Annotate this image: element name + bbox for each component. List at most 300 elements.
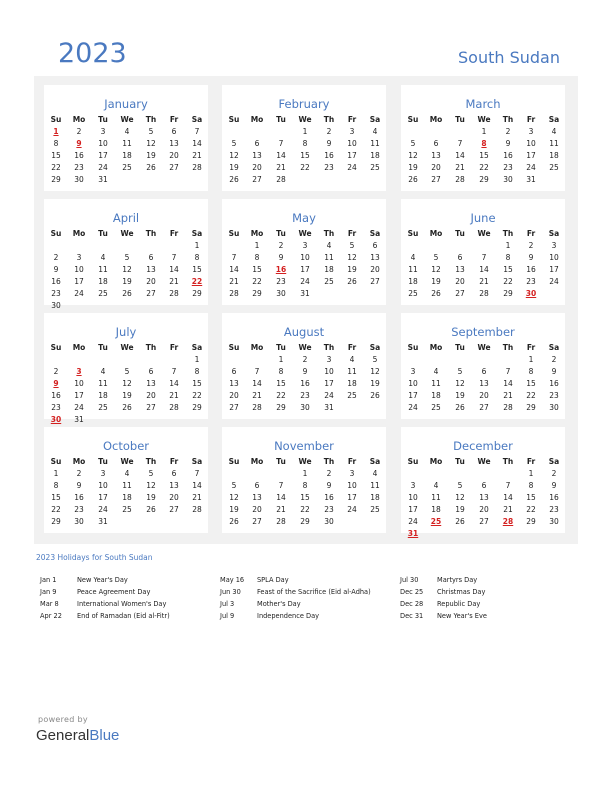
calendar-day: 17	[347, 493, 357, 502]
calendar-day: 2	[551, 469, 557, 478]
calendar-day: 14	[192, 139, 202, 148]
holiday-date-label: Jun 30	[220, 588, 241, 596]
calendar-day: 30	[74, 175, 84, 184]
calendar-day: 4	[410, 253, 416, 262]
calendar-day: 9	[76, 481, 82, 490]
calendar-day: 3	[100, 127, 106, 136]
calendar-day: 7	[194, 127, 200, 136]
calendar-day: 13	[252, 151, 262, 160]
calendar-day: 4	[372, 127, 378, 136]
calendar-day: 10	[408, 379, 418, 388]
calendar-day: 15	[276, 379, 286, 388]
calendar-day: 3	[302, 241, 308, 250]
calendar-day: 18	[98, 391, 108, 400]
calendar-day: 31	[526, 175, 536, 184]
calendar-day: 2	[76, 469, 82, 478]
calendar-day: 22	[51, 163, 61, 172]
calendar-day: 27	[169, 505, 179, 514]
weekday-header: Su	[407, 229, 419, 238]
calendar-day: 14	[169, 379, 179, 388]
calendar-day: 12	[455, 493, 465, 502]
calendar-day: 30	[549, 403, 559, 412]
calendar-day: 4	[326, 241, 332, 250]
calendar-day: 21	[503, 505, 513, 514]
calendar-day: 3	[410, 367, 416, 376]
weekday-header: Tu	[276, 343, 286, 352]
weekday-header: Sa	[369, 115, 381, 124]
month-name: May	[292, 211, 316, 225]
calendar-day: 25	[98, 289, 108, 298]
calendar-day: 8	[53, 481, 59, 490]
calendar-day: 16	[324, 493, 334, 502]
calendar-day: 29	[192, 403, 202, 412]
calendar-day: 6	[171, 127, 177, 136]
calendar-day: 21	[503, 391, 513, 400]
calendar-day: 28	[276, 175, 286, 184]
month-march	[401, 85, 565, 191]
weekday-header: Th	[145, 343, 157, 352]
weekday-header: Fr	[169, 229, 179, 238]
calendar-day: 12	[370, 367, 380, 376]
calendar-day: 30	[549, 517, 559, 526]
weekday-header: Sa	[191, 229, 203, 238]
weekday-header: Su	[228, 115, 240, 124]
calendar-day: 13	[455, 265, 465, 274]
month-september	[401, 313, 565, 419]
calendar-day: 11	[431, 493, 441, 502]
weekday-header: Mo	[250, 229, 264, 238]
holiday-name: Independence Day	[257, 612, 320, 620]
calendar-day: 15	[300, 151, 310, 160]
calendar-day: 1	[194, 241, 200, 250]
calendar-day: 24	[347, 163, 357, 172]
holiday-date: 8	[481, 139, 487, 148]
holiday-date: 31	[407, 529, 419, 538]
calendar-day: 28	[169, 403, 179, 412]
calendar-day: 26	[370, 391, 380, 400]
holiday-name: Mother's Day	[257, 600, 301, 608]
calendar-day: 1	[53, 469, 59, 478]
calendar-day: 15	[192, 265, 202, 274]
calendar-day: 16	[51, 277, 61, 286]
calendar-day: 7	[505, 367, 511, 376]
calendar-day: 6	[254, 481, 260, 490]
calendar-day: 18	[408, 277, 418, 286]
calendar-day: 27	[431, 175, 441, 184]
calendar-day: 15	[300, 493, 310, 502]
month-october	[44, 427, 208, 533]
calendar-day: 9	[53, 265, 59, 274]
calendar-day: 20	[431, 163, 441, 172]
calendar-day: 11	[431, 379, 441, 388]
holiday-date-label: Dec 25	[400, 588, 424, 596]
calendar-day: 16	[51, 391, 61, 400]
calendar-day: 26	[229, 517, 239, 526]
holiday-date-label: Jul 3	[220, 600, 235, 608]
calendar-day: 13	[169, 139, 179, 148]
weekday-header: Th	[502, 343, 514, 352]
calendar-day: 29	[252, 289, 262, 298]
calendar-day: 3	[76, 253, 82, 262]
calendar-day: 11	[370, 139, 380, 148]
calendar-day: 1	[528, 469, 534, 478]
calendar-day: 15	[526, 379, 536, 388]
calendar-day: 27	[146, 403, 156, 412]
calendar-day: 14	[276, 493, 286, 502]
calendar-day: 24	[526, 163, 536, 172]
calendar-day: 24	[347, 505, 357, 514]
month-name: March	[465, 97, 501, 111]
month-name: April	[112, 211, 140, 225]
calendar-day: 2	[53, 367, 59, 376]
calendar-day: 19	[431, 277, 441, 286]
calendar-day: 27	[229, 403, 239, 412]
calendar-day: 13	[431, 151, 441, 160]
calendar-day: 9	[551, 481, 557, 490]
calendar-day: 20	[455, 277, 465, 286]
calendar-day: 19	[229, 163, 239, 172]
calendar-day: 6	[171, 469, 177, 478]
calendar-day: 24	[549, 277, 559, 286]
calendar-day: 29	[479, 175, 489, 184]
calendar-day: 3	[349, 469, 355, 478]
calendar-day: 9	[528, 253, 534, 262]
calendar-day: 18	[122, 151, 132, 160]
calendar-day: 30	[276, 289, 286, 298]
calendar-day: 12	[229, 151, 239, 160]
calendar-day: 25	[122, 505, 132, 514]
month-name: November	[274, 439, 334, 453]
holiday-name: Feast of the Sacrifice (Eid al-Adha)	[257, 588, 371, 596]
calendar-day: 5	[457, 481, 463, 490]
calendar-day: 2	[326, 127, 332, 136]
holiday-name: International Women's Day	[77, 600, 167, 608]
calendar-day: 25	[431, 403, 441, 412]
weekday-header: Mo	[72, 115, 86, 124]
calendar-day: 28	[503, 403, 513, 412]
calendar-day: 10	[98, 139, 108, 148]
calendar-day: 7	[278, 481, 284, 490]
calendar-day: 8	[528, 367, 534, 376]
holiday-name: New Year's Eve	[437, 612, 487, 620]
weekday-header: Mo	[250, 115, 264, 124]
weekday-header: Fr	[526, 115, 536, 124]
calendar-day: 6	[372, 241, 378, 250]
calendar-day: 19	[122, 277, 132, 286]
calendar-day: 21	[192, 493, 202, 502]
weekday-header: Th	[502, 115, 514, 124]
calendar-day: 3	[349, 127, 355, 136]
calendar-day: 5	[148, 469, 154, 478]
weekday-header: We	[298, 115, 312, 124]
calendar-day: 6	[481, 481, 487, 490]
calendar-day: 24	[98, 163, 108, 172]
calendar-day: 4	[100, 253, 106, 262]
weekday-header: Sa	[548, 343, 560, 352]
holiday-name: Christmas Day	[437, 588, 486, 596]
weekday-header: We	[477, 115, 491, 124]
calendar-day: 17	[74, 391, 84, 400]
calendar-day: 29	[526, 517, 536, 526]
calendar-day: 3	[528, 127, 534, 136]
calendar-day: 1	[528, 355, 534, 364]
calendar-day: 8	[278, 367, 284, 376]
calendar-day: 22	[479, 163, 489, 172]
calendar-day: 16	[549, 379, 559, 388]
calendar-day: 1	[505, 241, 511, 250]
calendar-day: 23	[51, 403, 61, 412]
calendar-day: 14	[503, 379, 513, 388]
holiday-name: Martyrs Day	[437, 576, 478, 584]
weekday-header: Fr	[347, 457, 357, 466]
calendar-day: 17	[74, 277, 84, 286]
calendar-day: 6	[254, 139, 260, 148]
weekday-header: Fr	[347, 115, 357, 124]
calendar-day: 17	[408, 391, 418, 400]
holidays-heading: 2023 Holidays for South Sudan	[36, 553, 153, 562]
calendar-day: 30	[300, 403, 310, 412]
weekday-header: Sa	[191, 115, 203, 124]
calendar-day: 26	[408, 175, 418, 184]
weekday-header: Tu	[455, 229, 465, 238]
generalblue-logo	[36, 727, 119, 744]
calendar-day: 11	[122, 139, 132, 148]
calendar-day: 26	[455, 403, 465, 412]
calendar-day: 14	[276, 151, 286, 160]
calendar-day: 10	[347, 139, 357, 148]
calendar-day: 6	[433, 139, 439, 148]
weekday-header: Mo	[72, 229, 86, 238]
holiday-date: 30	[50, 415, 62, 424]
calendar-day: 28	[229, 289, 239, 298]
calendar-day: 27	[455, 289, 465, 298]
weekday-header: Mo	[250, 457, 264, 466]
calendar-day: 21	[455, 163, 465, 172]
weekday-header: Su	[228, 229, 240, 238]
weekday-header: Tu	[455, 115, 465, 124]
calendar-day: 29	[526, 403, 536, 412]
calendar-day: 19	[146, 151, 156, 160]
calendar-day: 16	[74, 151, 84, 160]
holiday-date-label: Jul 9	[220, 612, 235, 620]
month-august	[222, 313, 386, 419]
calendar-day: 13	[479, 379, 489, 388]
calendar-day: 5	[124, 253, 130, 262]
calendar-day: 17	[300, 265, 310, 274]
calendar-day: 14	[252, 379, 262, 388]
calendar-day: 12	[122, 379, 132, 388]
calendar-day: 27	[479, 517, 489, 526]
calendar-day: 12	[122, 265, 132, 274]
calendar-day: 18	[122, 493, 132, 502]
calendar-day: 16	[74, 493, 84, 502]
calendar-day: 11	[347, 367, 357, 376]
calendar-day: 13	[146, 265, 156, 274]
calendar-day: 13	[479, 493, 489, 502]
holiday-date-label: Dec 31	[400, 612, 424, 620]
calendar-day: 1	[302, 127, 308, 136]
calendar-day: 20	[479, 391, 489, 400]
calendar-day: 5	[349, 241, 355, 250]
calendar-day: 28	[192, 163, 202, 172]
calendar-day: 30	[51, 301, 61, 310]
weekday-header: Su	[407, 457, 419, 466]
weekday-header: Su	[50, 229, 62, 238]
calendar-day: 28	[192, 505, 202, 514]
calendar-day: 29	[300, 517, 310, 526]
weekday-header: Th	[323, 343, 335, 352]
calendar-day: 20	[146, 277, 156, 286]
calendar-day: 4	[124, 127, 130, 136]
month-name: July	[115, 325, 137, 339]
calendar-day: 5	[410, 139, 416, 148]
calendar-day: 2	[53, 253, 59, 262]
calendar-day: 5	[231, 481, 237, 490]
calendar-day: 21	[169, 277, 179, 286]
calendar-day: 25	[122, 163, 132, 172]
calendar-day: 27	[252, 517, 262, 526]
calendar-day: 23	[549, 391, 559, 400]
calendar-day: 26	[146, 163, 156, 172]
calendar-day: 24	[408, 403, 418, 412]
month-name: August	[283, 325, 325, 339]
calendar-day: 26	[431, 289, 441, 298]
month-name: October	[102, 439, 150, 453]
calendar-day: 7	[457, 139, 463, 148]
weekday-header: Fr	[526, 343, 536, 352]
calendar-day: 24	[74, 289, 84, 298]
calendar-day: 8	[302, 481, 308, 490]
weekday-header: Mo	[429, 343, 443, 352]
month-january	[44, 85, 208, 191]
calendar-day: 3	[551, 241, 557, 250]
calendar-day: 24	[408, 517, 418, 526]
calendar-day: 15	[479, 151, 489, 160]
calendar-day: 21	[276, 163, 286, 172]
calendar-day: 15	[51, 493, 61, 502]
calendar-day: 2	[278, 241, 284, 250]
weekday-header: We	[298, 229, 312, 238]
calendar-day: 21	[276, 505, 286, 514]
calendar-day: 1	[194, 355, 200, 364]
month-june	[401, 199, 565, 305]
calendar-day: 12	[146, 481, 156, 490]
calendar-day: 4	[551, 127, 557, 136]
calendar-day: 7	[194, 469, 200, 478]
calendar-day: 17	[347, 151, 357, 160]
calendar-day: 26	[455, 517, 465, 526]
calendar-day: 20	[169, 493, 179, 502]
calendar-day: 31	[324, 403, 334, 412]
calendar-day: 10	[526, 139, 536, 148]
calendar-day: 21	[192, 151, 202, 160]
month-name: January	[104, 97, 148, 111]
month-december	[401, 427, 565, 538]
calendar-day: 4	[349, 355, 355, 364]
calendar-day: 20	[252, 163, 262, 172]
calendar-day: 8	[254, 253, 260, 262]
calendar-day: 22	[526, 391, 536, 400]
weekday-header: Sa	[548, 115, 560, 124]
calendar-day: 14	[503, 493, 513, 502]
calendar-day: 2	[528, 241, 534, 250]
calendar-day: 10	[549, 253, 559, 262]
calendar-day: 4	[433, 481, 439, 490]
calendar-day: 3	[100, 469, 106, 478]
holiday-name: New Year's Day	[77, 576, 128, 584]
calendar-day: 22	[192, 391, 202, 400]
weekday-header: Tu	[276, 115, 286, 124]
holiday-date-label: May 16	[220, 576, 245, 584]
calendar-day: 17	[324, 379, 334, 388]
calendar-day: 15	[252, 265, 262, 274]
calendar-day: 23	[74, 163, 84, 172]
calendar-day: 22	[526, 505, 536, 514]
calendar-day: 23	[526, 277, 536, 286]
calendar-day: 20	[370, 265, 380, 274]
calendar-day: 5	[231, 139, 237, 148]
weekday-header: We	[120, 457, 134, 466]
holiday-date: 9	[53, 379, 59, 388]
calendar-day: 21	[169, 391, 179, 400]
calendar-day: 22	[300, 505, 310, 514]
calendar-day: 7	[171, 253, 177, 262]
calendar-day: 27	[252, 175, 262, 184]
weekday-header: Fr	[526, 229, 536, 238]
calendar-day: 24	[74, 403, 84, 412]
holiday-date: 30	[525, 289, 537, 298]
calendar-day: 2	[551, 355, 557, 364]
calendar-day: 18	[370, 493, 380, 502]
calendar-day: 1	[481, 127, 487, 136]
calendar-day: 12	[408, 151, 418, 160]
weekday-header: Th	[323, 115, 335, 124]
calendar-day: 26	[229, 175, 239, 184]
calendar-day: 15	[192, 379, 202, 388]
calendar-day: 20	[229, 391, 239, 400]
weekday-header: Th	[323, 457, 335, 466]
calendar-day: 29	[503, 289, 513, 298]
weekday-header: Sa	[191, 457, 203, 466]
calendar-day: 25	[549, 163, 559, 172]
calendar-day: 15	[51, 151, 61, 160]
calendar-day: 12	[455, 379, 465, 388]
weekday-header: We	[120, 229, 134, 238]
calendar-day: 25	[347, 391, 357, 400]
calendar-day: 25	[408, 289, 418, 298]
calendar-day: 14	[229, 265, 239, 274]
weekday-header: Sa	[369, 343, 381, 352]
calendar-day: 14	[455, 151, 465, 160]
weekday-header: Su	[50, 343, 62, 352]
weekday-header: Su	[50, 457, 62, 466]
calendar-day: 5	[433, 253, 439, 262]
month-name: June	[470, 211, 496, 225]
weekday-header: Tu	[98, 457, 108, 466]
calendar-day: 28	[169, 289, 179, 298]
calendar-day: 3	[326, 355, 332, 364]
calendar-day: 22	[51, 505, 61, 514]
weekday-header: Fr	[169, 343, 179, 352]
weekday-header: Tu	[276, 229, 286, 238]
weekday-header: Th	[323, 229, 335, 238]
calendar-day: 23	[276, 277, 286, 286]
weekday-header: We	[298, 343, 312, 352]
weekday-header: Fr	[347, 229, 357, 238]
calendar-day: 29	[51, 517, 61, 526]
weekday-header: Tu	[276, 457, 286, 466]
calendar-day: 7	[231, 253, 237, 262]
